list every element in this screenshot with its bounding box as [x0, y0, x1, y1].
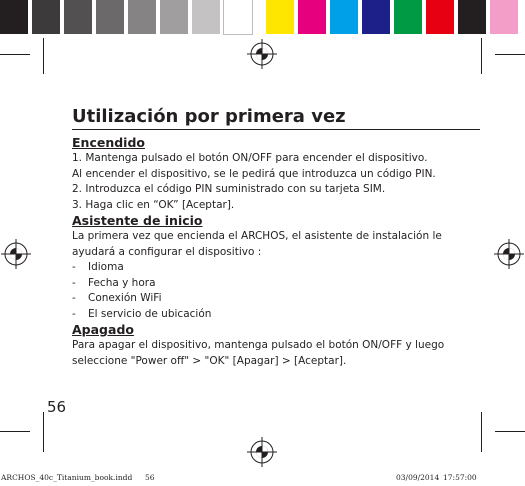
slug-page: 56: [145, 473, 155, 482]
color-swatch: [128, 0, 156, 34]
slug-time: 17:57:00: [443, 473, 477, 482]
crop-mark: [495, 431, 525, 432]
color-swatch: [490, 0, 518, 34]
paragraph: Al encender el dispositivo, se le pedirá que introduzca un código PIN.: [72, 167, 436, 180]
page-number: 56: [47, 398, 67, 416]
list-item: [72, 307, 480, 323]
list-item-text: Conexión WiFi: [88, 292, 162, 304]
registration-mark-icon: [247, 39, 277, 69]
crop-mark: [0, 431, 30, 432]
paragraph: Para apagar el dispositivo, mantenga pulsado el botón ON/OFF y luego seleccione "Power off" > "OK" [Apagar] > [Aceptar].: [72, 339, 445, 367]
section-apagado: [72, 322, 480, 369]
list-item-text: Idioma: [88, 261, 124, 273]
dash-bullet: -: [72, 261, 76, 273]
color-swatch: [426, 0, 454, 34]
section-heading: Asistente de inicio: [72, 213, 203, 228]
slug-filename: ARCHOS_40c_Titanium_book.indd: [1, 473, 133, 482]
paragraph: La primera vez que encienda el ARCHOS, el asistente de instalación le ayudará a configurar el dispositivo :: [72, 230, 442, 258]
color-swatch: [32, 0, 60, 34]
dash-bullet: -: [72, 276, 76, 289]
registration-mark-icon: [1, 239, 31, 269]
registration-mark-icon: [247, 437, 277, 467]
color-swatch: [266, 0, 294, 34]
crop-mark: [481, 38, 482, 74]
list-item: [72, 260, 480, 276]
section-heading: Apagado: [72, 322, 134, 337]
section-encendido: [72, 135, 480, 213]
color-swatch: [298, 0, 326, 34]
paragraph: 1. Mantenga pulsado el botón ON/OFF para encender el dispositivo.: [72, 152, 428, 164]
color-swatch: [224, 0, 252, 34]
color-swatch: [330, 0, 358, 34]
crop-mark: [43, 38, 44, 74]
crop-mark: [495, 54, 525, 55]
crop-mark: [43, 412, 44, 452]
list-item-text: El servicio de ubicación: [88, 307, 212, 320]
paragraph: 2. Introduzca el código PIN suministrado con su tarjeta SIM.: [72, 183, 386, 195]
list-item-text: Fecha y hora: [88, 276, 156, 289]
section-asistente-de-inicio: [72, 213, 480, 322]
color-swatch: [96, 0, 124, 34]
color-swatch: [192, 0, 220, 34]
registration-mark-icon: [494, 239, 524, 269]
crop-mark: [0, 54, 30, 55]
page-title: Utilización por primera vez: [72, 106, 346, 127]
title-divider: [72, 129, 480, 130]
slug-date: 03/09/2014: [396, 473, 440, 482]
list-item: [72, 291, 480, 307]
list-item: [72, 276, 480, 292]
dash-bullet: -: [72, 292, 76, 304]
color-swatch: [394, 0, 422, 34]
color-swatch: [160, 0, 188, 34]
page-content: [72, 135, 480, 369]
dash-bullet: -: [72, 307, 76, 320]
section-heading: Encendido: [72, 135, 145, 150]
crop-mark: [481, 412, 482, 452]
color-swatch: [64, 0, 92, 34]
color-swatch: [458, 0, 486, 34]
paragraph: 3. Haga clic en “OK” [Aceptar].: [72, 198, 235, 211]
color-swatch: [362, 0, 390, 34]
color-swatch: [0, 0, 28, 34]
